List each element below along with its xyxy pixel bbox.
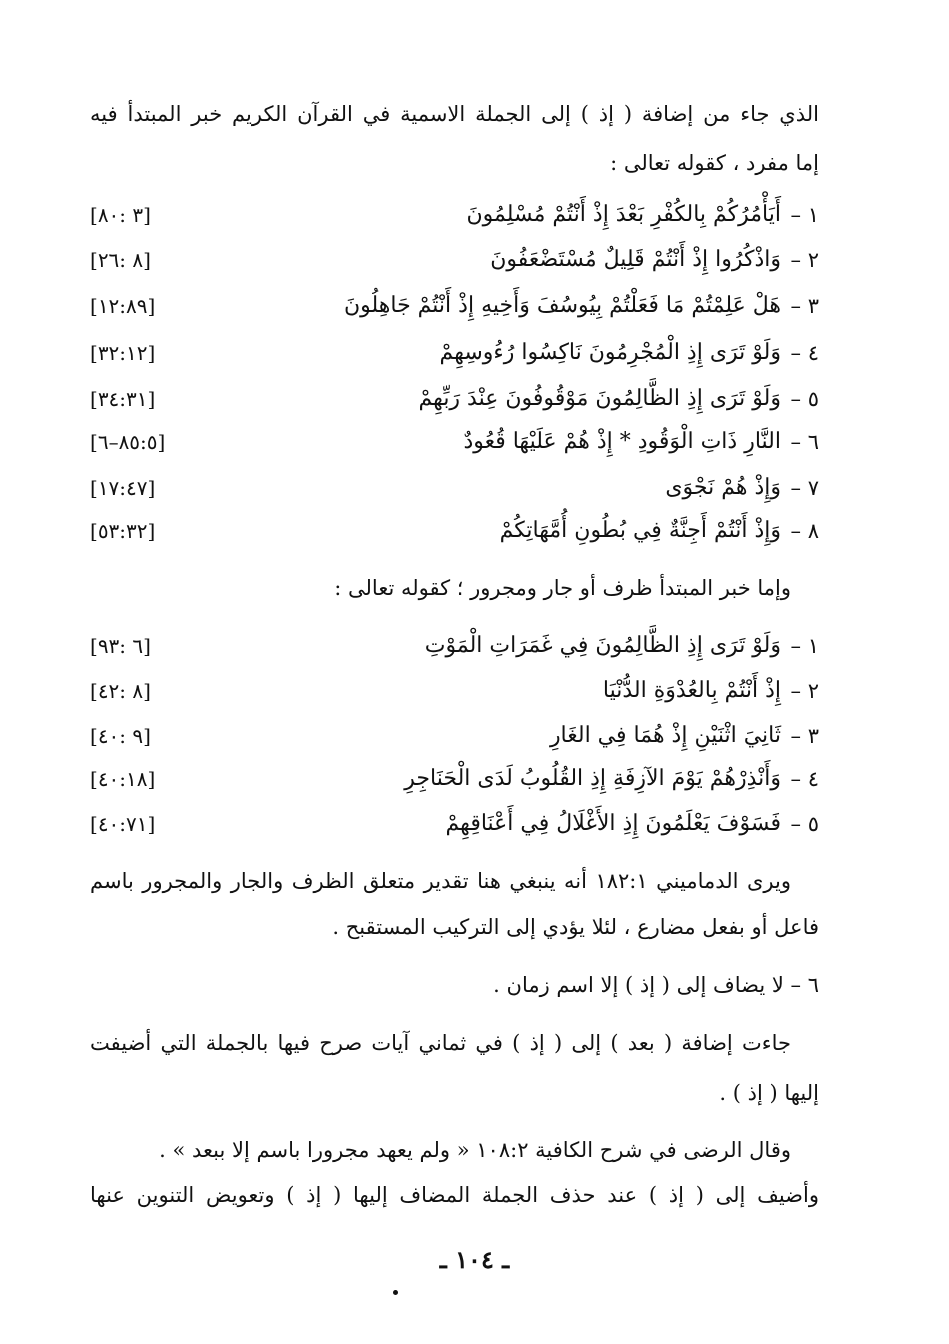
verse-reference: [١٢:٨٩] bbox=[90, 294, 156, 318]
verse-text: وَإِذْ أَنْتُمْ أَجِنَّةٌ فِي بُطُونِ أُمَّهَاتِكُمْ bbox=[499, 518, 781, 543]
verse-reference: [٤٠:١٨] bbox=[90, 767, 156, 791]
verse-number: ٤ – bbox=[790, 341, 819, 365]
verse-text: وَلَوْ تَرَى إِذِ الْمُجْرِمُونَ نَاكِسُوا رُءُوسِهِمْ bbox=[439, 340, 781, 365]
radi-line-2: وأضيف إلى ( إذ ) عند حذف الجملة المضاف إليها ( إذ ) وتعويض التنوين عنها bbox=[90, 1183, 819, 1207]
verse-row bbox=[90, 425, 819, 459]
verse-text: وَاذْكُرُوا إِذْ أَنْتُمْ قَلِيلٌ مُسْتَضْعَفُونَ bbox=[490, 247, 781, 272]
verse-reference: [١٧:٤٧] bbox=[90, 476, 156, 500]
verse-row bbox=[90, 674, 819, 708]
verse-row bbox=[90, 762, 819, 796]
verse-number: ٢ – bbox=[790, 248, 819, 272]
page-number: ـ ١٠٤ ـ bbox=[439, 1245, 510, 1274]
verse-number: ٨ – bbox=[790, 519, 819, 543]
verse-number: ٣ – bbox=[790, 294, 819, 318]
verse-text: فَسَوْفَ يَعْلَمُونَ إِذِ الأَغْلَالُ فِي أَعْنَاقِهِمْ bbox=[445, 811, 781, 836]
verse-row bbox=[90, 243, 819, 277]
verse-row bbox=[90, 198, 819, 232]
verse-text: هَلْ عَلِمْتُمْ مَا فَعَلْتُمْ بِيُوسُفَ وَأَخِيهِ إِذْ أَنْتُمْ جَاهِلُونَ bbox=[343, 293, 781, 318]
verse-number: ٣ – bbox=[790, 724, 819, 748]
verse-reference: [٨ :٢٦] bbox=[90, 248, 151, 272]
verse-reference: [٣٤:٣١] bbox=[90, 387, 156, 411]
verse-text: النَّارِ ذَاتِ الْوَقُودِ * إِذْ هُمْ عَلَيْهَا قُعُودٌ bbox=[463, 429, 781, 454]
verse-row bbox=[90, 289, 819, 323]
verse-reference: [٦ :٩٣] bbox=[90, 634, 151, 658]
baad-line-2: إليها ( إذ ) . bbox=[719, 1081, 819, 1105]
intro-line-2: إما مفرد ، كقوله تعالى : bbox=[610, 151, 819, 175]
verse-text: وَأَنْذِرْهُمْ يَوْمَ الآزِفَةِ إِذِ القُلُوبُ لَدَى الْحَنَاجِرِ bbox=[404, 766, 781, 791]
verse-text: إِذْ أَنْتُمْ بِالعُدْوَةِ الدُّنْيَا bbox=[602, 678, 781, 703]
verse-text: وَلَوْ تَرَى إِذِ الظَّالِمُونَ فِي غَمَرَاتِ الْمَوْتِ bbox=[424, 633, 781, 658]
verse-reference: [٤٠:٧١] bbox=[90, 812, 156, 836]
verse-row bbox=[90, 514, 819, 548]
radi-line-1: وقال الرضى في شرح الكافية ١٠٨:٢ « ولم يعهد مجرورا باسم إلا ببعد » . bbox=[159, 1138, 791, 1162]
verse-reference: [٥٣:٣٢] bbox=[90, 519, 156, 543]
damamini-line-1: ويرى الدماميني ١٨٢:١ أنه ينبغي هنا تقدير متعلق الظرف والجار والمجرور باسم bbox=[90, 869, 791, 893]
baad-line-1: جاءت إضافة ( بعد ) إلى ( إذ ) في ثماني آيات صرح فيها بالجملة التي أضيفت bbox=[90, 1031, 791, 1055]
verse-row bbox=[90, 336, 819, 370]
verse-text: أَيَأْمُرُكُمْ بِالكُفْرِ بَعْدَ إِذْ أَنْتُمْ مُسْلِمُونَ bbox=[466, 202, 781, 227]
verse-text: وَإِذْ هُمْ نَجْوَى bbox=[665, 475, 781, 500]
verse-number: ٥ – bbox=[790, 812, 819, 836]
damamini-line-2: فاعل أو بفعل مضارع ، لئلا يؤدي إلى التركيب المستقبح . bbox=[332, 915, 819, 939]
verse-number: ٢ – bbox=[790, 679, 819, 703]
verse-number: ١ – bbox=[790, 203, 819, 227]
verse-row bbox=[90, 629, 819, 663]
verse-text: وَلَوْ تَرَى إِذِ الظَّالِمُونَ مَوْقُوفُونَ عِنْدَ رَبِّهِمْ bbox=[418, 386, 781, 411]
mid-line: وإما خبر المبتدأ ظرف أو جار ومجرور ؛ كقوله تعالى : bbox=[334, 576, 791, 600]
verse-number: ١ – bbox=[790, 634, 819, 658]
verse-reference: [٣٢:١٢] bbox=[90, 341, 156, 365]
verse-reference: [٣ :٨٠] bbox=[90, 203, 151, 227]
verse-reference: [٩ :٤٠] bbox=[90, 724, 151, 748]
verse-row bbox=[90, 807, 819, 841]
verse-reference: [٨ :٤٢] bbox=[90, 679, 151, 703]
verse-number: ٥ – bbox=[790, 387, 819, 411]
verse-row bbox=[90, 382, 819, 416]
verse-row bbox=[90, 719, 819, 753]
verse-number: ٧ – bbox=[790, 476, 819, 500]
verse-number: ٤ – bbox=[790, 767, 819, 791]
rule-6: ٦ – لا يضاف إلى ( إذ ) إلا اسم زمان . bbox=[493, 973, 819, 997]
page-dot-mark bbox=[393, 1290, 398, 1295]
verse-row bbox=[90, 471, 819, 505]
verse-number: ٦ – bbox=[790, 430, 819, 454]
verse-text: ثَانِيَ اثْنَيْنِ إِذْ هُمَا فِي الغَارِ bbox=[549, 723, 781, 748]
verse-reference: [٨٥:٥–٦] bbox=[90, 430, 166, 454]
intro-line-1: الذي جاء من إضافة ( إذ ) إلى الجملة الاسمية في القرآن الكريم خبر المبتدأ فيه bbox=[90, 102, 819, 126]
